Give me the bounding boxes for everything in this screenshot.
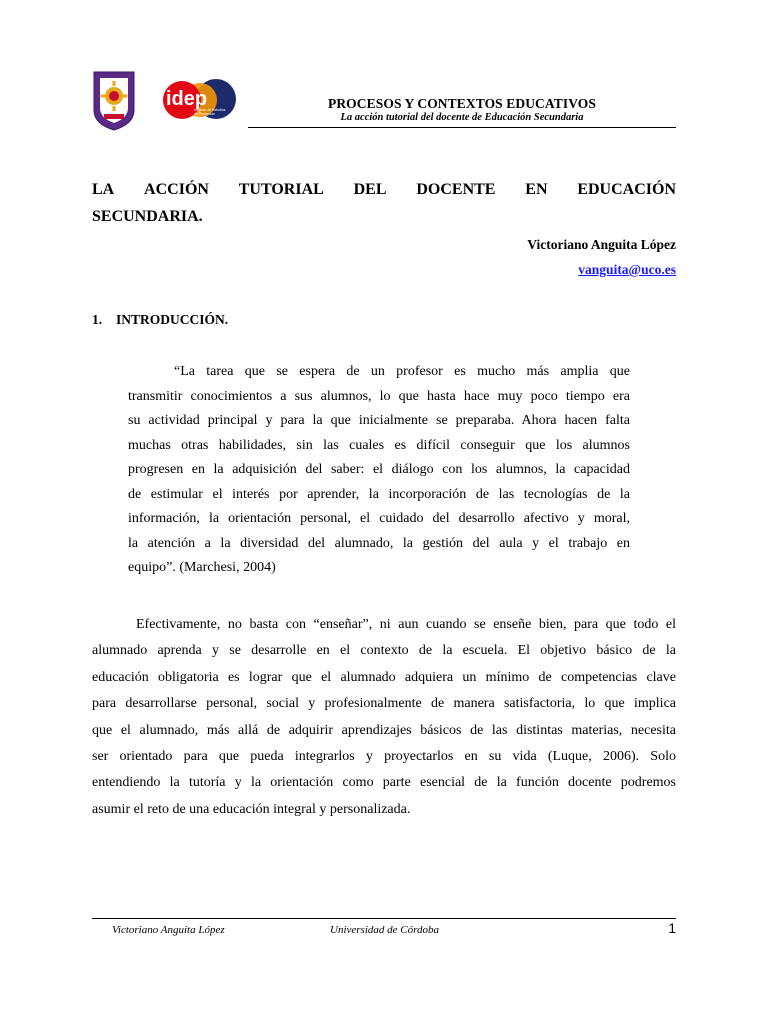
footer-rule (92, 918, 676, 919)
idep-logo-subtext-1: Instituto de Estudios (194, 108, 226, 112)
quote-line: transmitir conocimientos a sus alumnos, lo que hasta hace muy poco tiempo era (128, 388, 630, 404)
title-word: DOCENTE (416, 181, 496, 198)
paragraph-line: ser orientado para que pueda integrarlos y proyectarlos en su vida (Luque, 2006). Solo (92, 749, 676, 765)
university-crest-icon (92, 70, 136, 132)
idep-logo-text: idep (166, 88, 208, 110)
quote-line: la atención a la diversidad del alumnado, la gestión del aula y el trabajo en (128, 535, 630, 551)
quote-line: información, la orientación personal, el cuidado del desarrollo afectivo y moral, (128, 511, 630, 526)
author-email-container (92, 262, 676, 278)
header-subtitle: La acción tutorial del docente de Educación Secundaria (340, 112, 584, 123)
section-number: 1. (92, 312, 103, 327)
idep-logo (160, 78, 240, 120)
header-title: PROCESOS Y CONTEXTOS EDUCATIVOS (327, 96, 596, 111)
paragraph-line: entendiendo la tutoría y la orientación como parte esencial de la función docente podremos (92, 775, 676, 791)
paragraph-line: Efectivamente, no basta con “enseñar”, ni aun cuando se enseñe bien, para que todo el (136, 617, 676, 632)
document-title (92, 176, 676, 230)
section-heading (92, 312, 676, 328)
section-title: INTRODUCCIÓN. (116, 312, 229, 327)
paragraph-line: alumnado aprenda y se desarrolle en el contexto de la escuela. El objetivo básico de la (92, 643, 676, 659)
author-name: Victoriano Anguita López (527, 237, 676, 252)
document-title-line-2: SECUNDARIA. (92, 208, 203, 225)
paragraph-line: para desarrollarse personal, social y profesionalmente de manera satisfactoria, lo que implica (92, 696, 676, 712)
block-quote (128, 360, 630, 581)
author-email-link[interactable]: vanguita@uco.es (578, 262, 676, 277)
document-title-line-1 (92, 176, 676, 203)
footer-author: Victoriano Anguita López (112, 924, 225, 936)
body-paragraph (92, 612, 676, 823)
title-word: LA (92, 181, 115, 198)
title-word: DEL (353, 181, 387, 198)
quote-line: de estimular el interés por aprender, la incorporación de las tecnologías de la (128, 486, 630, 502)
title-word: ACCIÓN (144, 181, 209, 198)
quote-line: “La tarea que se espera de un profesor es mucho más amplia que (174, 364, 630, 379)
idep-logo-subtext-2: de Postgrado (194, 112, 215, 116)
paragraph-line: que el alumnado, más allá de adquirir aprendizajes básicos de las distintas materias, necesita (92, 722, 676, 738)
page-number: 1 (668, 920, 676, 936)
title-word: EN (525, 181, 548, 198)
quote-line: su actividad principal y para la que inicialmente se preparaba. Ahora hacen falta (128, 413, 630, 428)
header-rule (248, 127, 676, 128)
paragraph-line: educación obligatoria es lograr que el alumnado adquiera un mínimo de competencias clave (92, 669, 676, 685)
quote-line: equipo”. (Marchesi, 2004) (128, 560, 276, 575)
footer-institution: Universidad de Córdoba (330, 924, 439, 936)
quote-line: progresen en la adquisición del saber: el diálogo con los alumnos, la capacidad (128, 462, 630, 477)
title-word: TUTORIAL (238, 181, 324, 198)
quote-line: muchas otras habilidades, sin las cuales es difícil conseguir que los alumnos (128, 437, 630, 453)
title-word: EDUCACIÓN (577, 181, 676, 198)
paragraph-line: asumir el reto de una educación integral y personalizada. (92, 801, 411, 817)
